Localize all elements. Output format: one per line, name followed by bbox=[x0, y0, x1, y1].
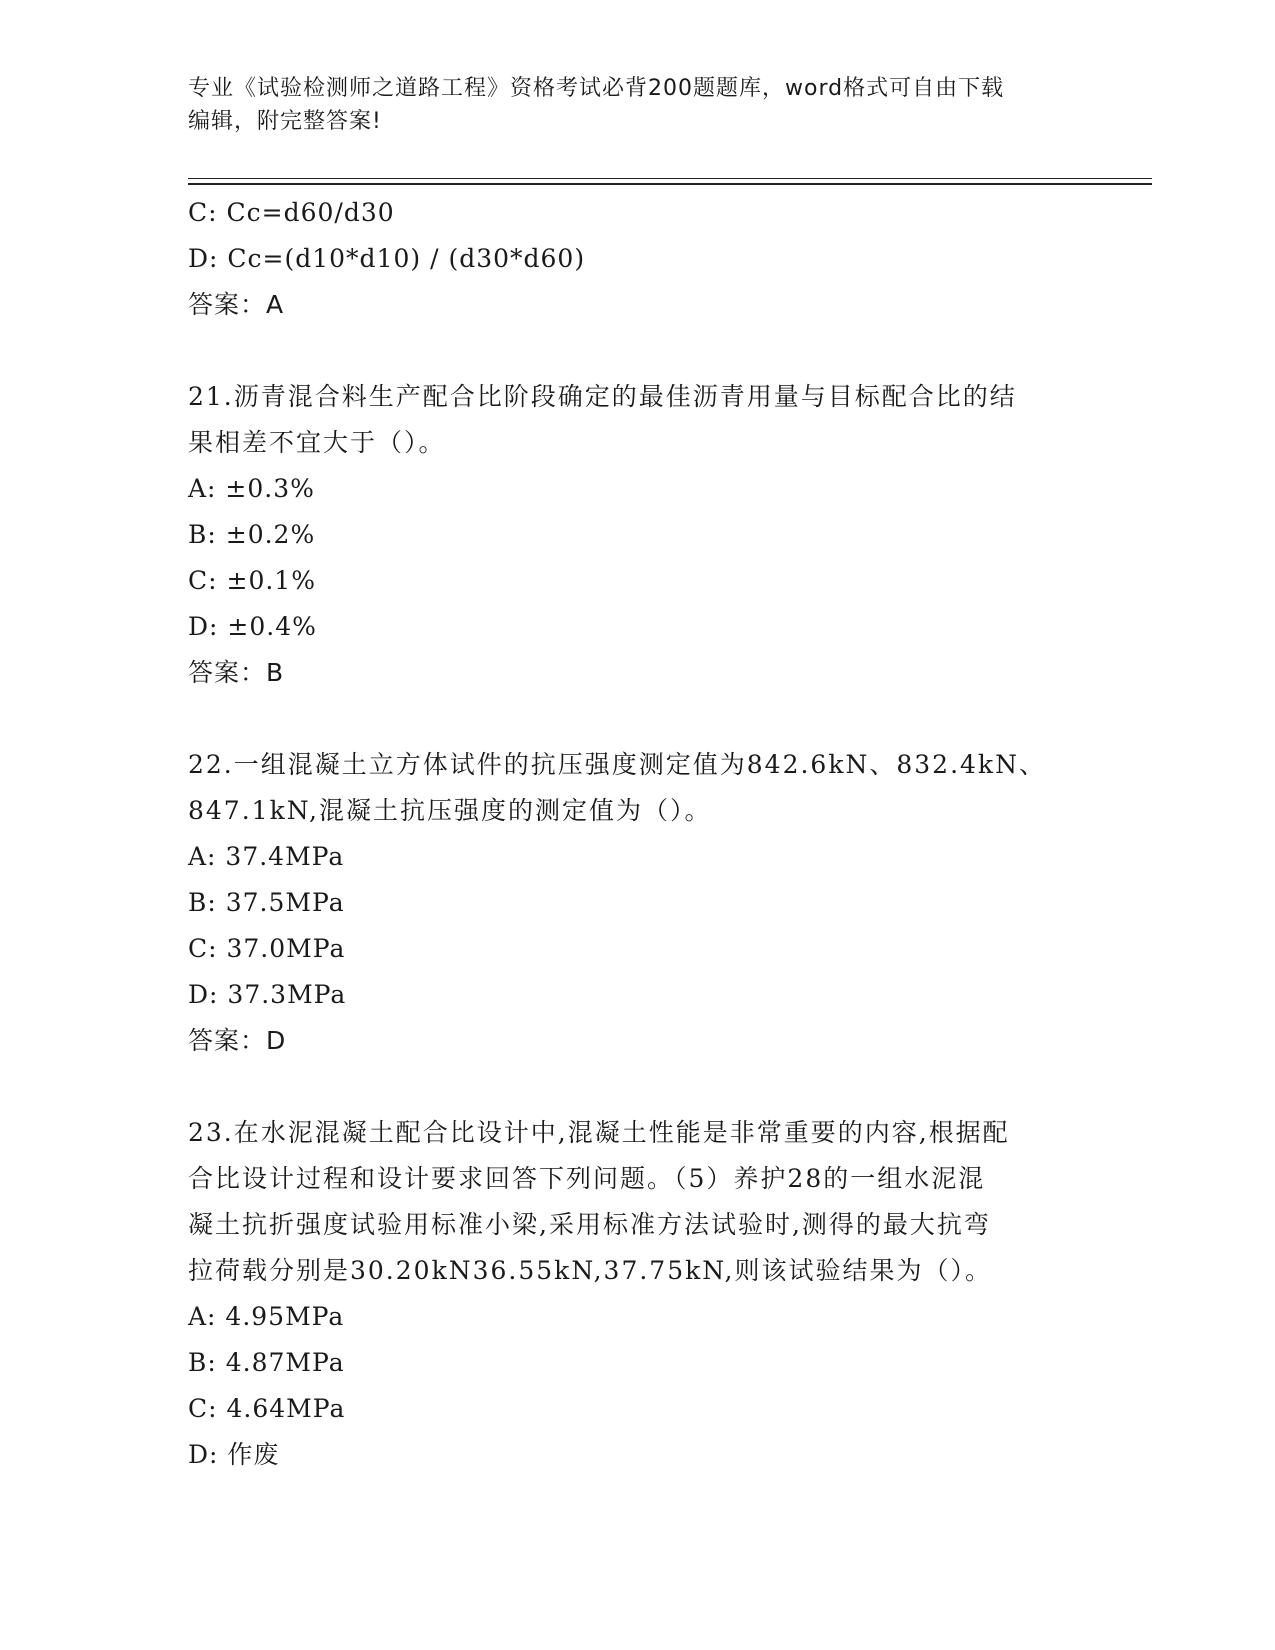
option-d: D: 37.3MPa bbox=[188, 980, 347, 1009]
answer-line: 答案：A bbox=[188, 290, 285, 319]
option-b: B: 37.5MPa bbox=[188, 888, 345, 917]
question-text-line: 847.1kN,混凝土抗压强度的测定值为（）。 bbox=[188, 796, 712, 825]
question-text-line: 凝土抗折强度试验用标准小梁,采用标准方法试验时,测得的最大抗弯 bbox=[188, 1210, 991, 1239]
option-c: C: Cc=d60/d30 bbox=[188, 198, 395, 227]
document-body bbox=[188, 190, 1088, 1478]
header-divider-thin bbox=[188, 178, 1152, 179]
option-a: A: 37.4MPa bbox=[188, 842, 345, 871]
question-23 bbox=[188, 1110, 1088, 1478]
question-text-line: 果相差不宜大于（）。 bbox=[188, 428, 446, 457]
option-c: C: ±0.1% bbox=[188, 566, 316, 595]
option-d: D: Cc=(d10*d10) / (d30*d60) bbox=[188, 244, 586, 273]
option-a: A: 4.95MPa bbox=[188, 1302, 345, 1331]
question-text-line: 22.一组混凝土立方体试件的抗压强度测定值为842.6kN、832.4kN、 bbox=[188, 750, 1046, 779]
header-divider-thick bbox=[188, 183, 1152, 185]
option-b: B: ±0.2% bbox=[188, 520, 316, 549]
carryover-block bbox=[188, 190, 1088, 328]
header-line-2: 编辑，附完整答案! bbox=[188, 109, 382, 134]
question-text-line: 拉荷载分别是30.20kN36.55kN,37.75kN,则该试验结果为（）。 bbox=[188, 1256, 992, 1285]
page-header bbox=[188, 72, 1088, 138]
answer-line: 答案：B bbox=[188, 658, 285, 687]
question-text-line: 21.沥青混合料生产配合比阶段确定的最佳沥青用量与目标配合比的结 bbox=[188, 382, 1017, 411]
option-d: D: ±0.4% bbox=[188, 612, 317, 641]
question-text-line: 23.在水泥混凝土配合比设计中,混凝土性能是非常重要的内容,根据配 bbox=[188, 1118, 1010, 1147]
question-text-line: 合比设计过程和设计要求回答下列问题。（5）养护28的一组水泥混 bbox=[188, 1164, 986, 1193]
question-22 bbox=[188, 742, 1088, 1064]
option-b: B: 4.87MPa bbox=[188, 1348, 345, 1377]
option-c: C: 37.0MPa bbox=[188, 934, 346, 963]
header-line-1: 专业《试验检测师之道路工程》资格考试必背200题题库，word格式可自由下载 bbox=[188, 76, 1005, 101]
answer-line: 答案：D bbox=[188, 1026, 287, 1055]
question-21 bbox=[188, 374, 1088, 696]
option-a: A: ±0.3% bbox=[188, 474, 315, 503]
option-d: D: 作废 bbox=[188, 1440, 280, 1469]
option-c: C: 4.64MPa bbox=[188, 1394, 346, 1423]
